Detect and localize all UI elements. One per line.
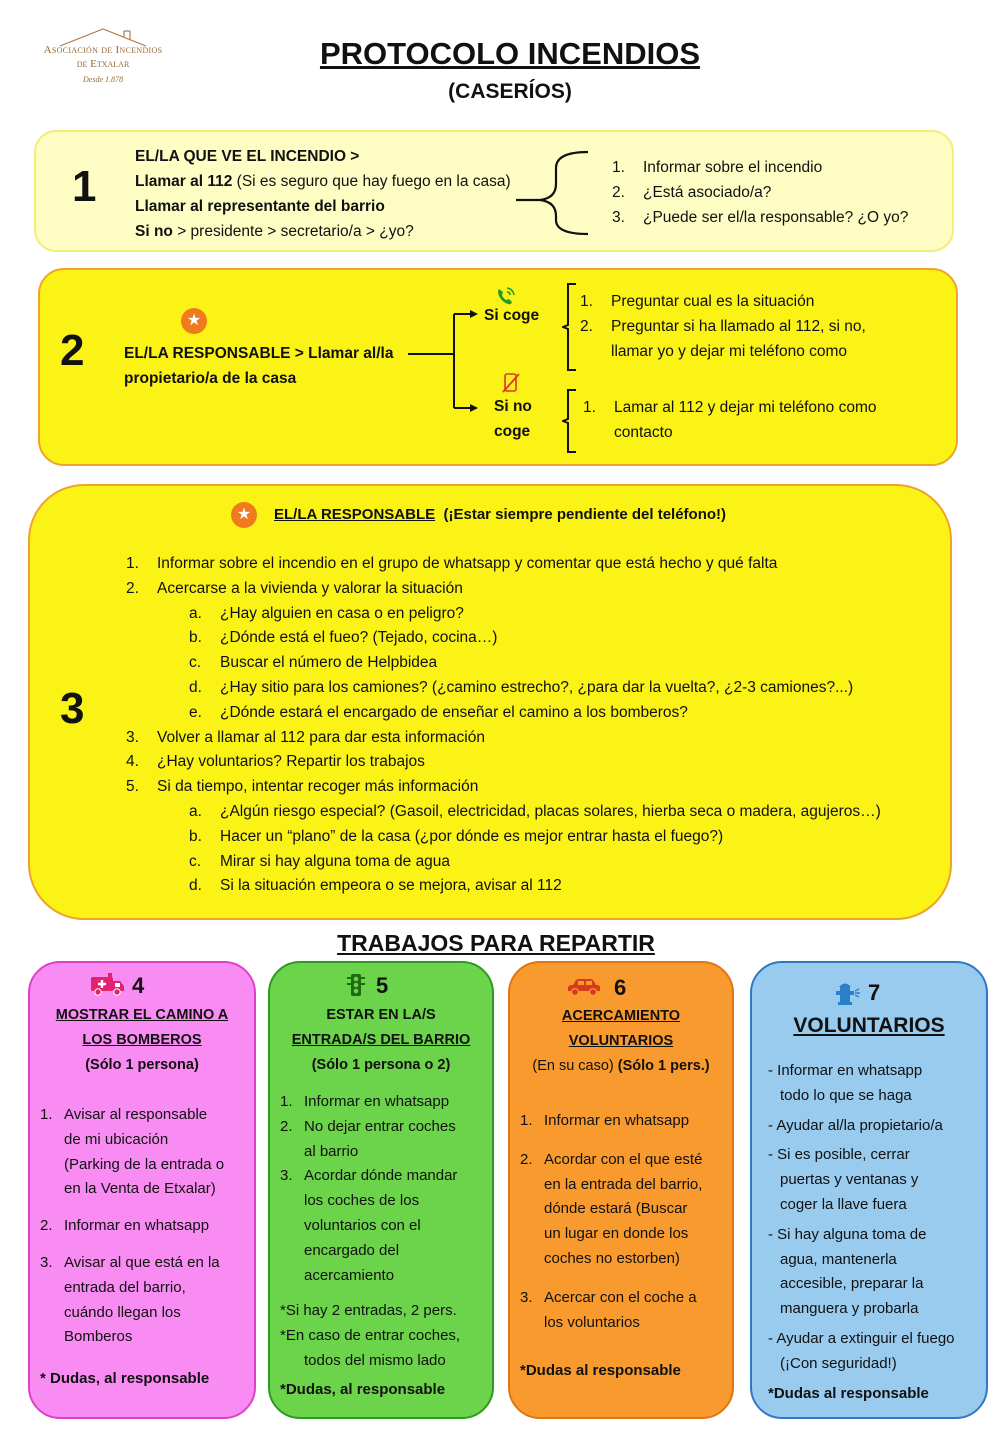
- bracket-icon: [562, 282, 578, 372]
- item-text: cuándo llegan los: [64, 1303, 181, 1321]
- job-card-5: [268, 961, 494, 1419]
- item-text: los coches de los: [304, 1192, 420, 1210]
- branch-yes-label: Si coge: [484, 307, 540, 324]
- item-number: d.: [189, 678, 202, 696]
- curly-brace-icon: [512, 150, 592, 236]
- item-number: c.: [189, 852, 202, 870]
- traffic-light-icon: [344, 973, 368, 997]
- branch-arrows-icon: [408, 300, 478, 418]
- item-text: Buscar el número de Helpbidea: [220, 654, 438, 672]
- item-text: (¡Con seguridad!): [780, 1354, 897, 1372]
- item-text: Mirar si hay alguna toma de agua: [220, 852, 451, 870]
- step-3-box: [28, 484, 952, 920]
- item-number: 3.: [280, 1167, 293, 1185]
- item-text: todo lo que se haga: [780, 1086, 912, 1104]
- job-card-6-heading-2: VOLUNTARIOS: [568, 1033, 674, 1049]
- item-text: Volver a llamar al 112 para dar esta información: [157, 728, 485, 746]
- item-number: 3.: [520, 1288, 533, 1306]
- job-card-5-footer: *Dudas, al responsable: [280, 1381, 446, 1398]
- step-3-heading-title: EL/LA RESPONSABLE: [274, 506, 436, 523]
- job-card-6-heading-3b: (Sólo 1 pers.): [617, 1058, 710, 1074]
- item-text: Preguntar si ha llamado al 112, si no,: [611, 317, 866, 335]
- star-icon: ★: [181, 308, 207, 334]
- item-text: Bomberos: [64, 1328, 133, 1346]
- logo-line-2: de Etxalar: [76, 58, 130, 70]
- step-1-line-1: EL/LA QUE VE EL INCENDIO >: [135, 148, 360, 165]
- item-text: ¿Hay voluntarios? Repartir los trabajos: [157, 753, 425, 771]
- item-text: - Ayudar al/la propietario/a: [768, 1116, 943, 1134]
- item-text: (Parking de la entrada o: [64, 1155, 225, 1173]
- job-card-4-heading-3: (Sólo 1 persona): [85, 1057, 199, 1073]
- item-text: Acercar con el coche a: [544, 1288, 697, 1306]
- step-2-text-line-1: EL/LA RESPONSABLE > Llamar al/la: [124, 345, 394, 362]
- item-text: accesible, preparar la: [780, 1275, 924, 1293]
- item-text: ¿Algún riesgo especial? (Gasoil, electricidad, placas solares, hierba seca o madera, agujeros…): [220, 802, 881, 820]
- item-text: Acordar dónde mandar: [304, 1167, 458, 1185]
- item-text: - Si hay alguna toma de: [768, 1225, 927, 1243]
- item-text: contacto: [614, 423, 673, 441]
- item-text: Informar sobre el incendio en el grupo de whatsapp y comentar que está hecho y qué falta: [157, 555, 778, 572]
- step-3-number: 3: [60, 684, 85, 733]
- item-text: en la entrada del barrio,: [544, 1175, 703, 1193]
- step-1-line-4-bold: Si no: [135, 223, 173, 240]
- step-2-text-line-2: propietario/a de la casa: [124, 370, 297, 387]
- car-icon: [566, 977, 602, 997]
- item-number: 2.: [40, 1217, 53, 1235]
- job-card-4-number: 4: [132, 973, 145, 998]
- item-text: ¿Dónde estará el encargado de enseñar el camino a los bomberos?: [220, 703, 688, 721]
- item-text: Acordar con el que esté: [544, 1150, 703, 1168]
- item-number: 2.: [612, 183, 625, 201]
- item-text: Preguntar cual es la situación: [611, 293, 815, 310]
- item-text: Informar en whatsapp: [64, 1217, 210, 1235]
- job-card-7-footer: *Dudas al responsable: [768, 1385, 929, 1402]
- item-number: 1.: [126, 555, 139, 572]
- job-card-5-note-3: todos del mismo lado: [304, 1352, 446, 1369]
- item-text: un lugar en donde los: [544, 1225, 689, 1243]
- item-number: a.: [189, 802, 202, 820]
- job-card-7: [750, 961, 988, 1419]
- item-text: coches no estorben): [544, 1249, 680, 1267]
- item-number: 2.: [280, 1117, 293, 1135]
- bracket-icon: [562, 388, 578, 454]
- item-text: ¿Dónde está el fueo? (Tejado, cocina…): [220, 629, 498, 647]
- job-card-6-heading-3: [510, 1054, 732, 1079]
- step-1-line-2: [135, 170, 511, 195]
- step-1-line-4-rest: > presidente > secretario/a > ¿yo?: [172, 223, 414, 240]
- logo-line-1: Asociación de Incendios: [43, 44, 163, 56]
- item-number: 3.: [612, 208, 625, 226]
- item-number: d.: [189, 877, 202, 895]
- logo-line-3: Desde 1.878: [83, 75, 123, 84]
- job-card-5-note-1: *Si hay 2 entradas, 2 pers.: [280, 1302, 457, 1319]
- item-text: coger la llave fuera: [780, 1195, 907, 1213]
- item-number: 1.: [520, 1112, 533, 1129]
- step-3-heading-note: (¡Estar siempre pendiente del teléfono!): [443, 506, 727, 523]
- step-1-box: [34, 130, 954, 252]
- job-card-4-heading-1: MOSTRAR EL CAMINO A: [55, 1007, 229, 1023]
- item-text: acercamiento: [304, 1266, 395, 1284]
- job-card-4: [28, 961, 256, 1419]
- step-2-number: 2: [60, 326, 85, 375]
- item-number: 2.: [126, 579, 139, 597]
- job-card-5-heading-2: ENTRADA/S DEL BARRIO: [291, 1032, 471, 1048]
- item-number: b.: [189, 629, 202, 647]
- item-text: Si la situación empeora o se mejora, avisar al 112: [220, 877, 562, 895]
- item-number: 2.: [580, 317, 593, 335]
- item-text: Informar sobre el incendio: [643, 159, 823, 176]
- item-text: puertas y ventanas y: [780, 1171, 919, 1189]
- item-number: 3.: [40, 1253, 53, 1271]
- item-text: entrada del barrio,: [64, 1278, 186, 1296]
- job-card-6-footer: *Dudas al responsable: [520, 1362, 681, 1379]
- item-text: voluntarios con el: [304, 1216, 421, 1234]
- job-card-5-heading-1: ESTAR EN LA/S: [326, 1007, 436, 1023]
- house-roof-icon: [58, 26, 148, 48]
- phone-off-icon: [502, 373, 520, 393]
- item-number: a.: [189, 604, 202, 622]
- item-text: ¿Está asociado/a?: [643, 183, 772, 201]
- item-text: No dejar entrar coches: [304, 1117, 456, 1135]
- step-1-line-4: [135, 220, 414, 245]
- job-card-7-heading: VOLUNTARIOS: [793, 1014, 945, 1037]
- item-text: ¿Hay alguien en casa o en peligro?: [220, 604, 464, 622]
- job-card-5-note-2: *En caso de entrar coches,: [280, 1327, 461, 1344]
- step-2-box: [38, 268, 958, 466]
- item-text: llamar yo y dejar mi teléfono como: [611, 342, 848, 360]
- job-card-5-number: 5: [376, 973, 389, 998]
- job-card-4-footer: * Dudas, al responsable: [40, 1370, 210, 1387]
- step-1-line-3: Llamar al representante del barrio: [135, 198, 385, 215]
- item-text: de mi ubicación: [64, 1130, 169, 1148]
- item-text: en la Venta de Etxalar): [64, 1180, 216, 1198]
- job-card-4-heading-2: LOS BOMBEROS: [82, 1032, 202, 1048]
- item-text: - Informar en whatsapp: [768, 1062, 923, 1079]
- step-1-line-2-bold: Llamar al 112: [135, 173, 233, 190]
- job-card-5-heading-3: (Sólo 1 persona o 2): [311, 1057, 451, 1073]
- item-number: 2.: [520, 1150, 533, 1168]
- branch-no-label-1: Si no: [494, 398, 532, 415]
- step-1-line-2-rest: (Si es seguro que hay fuego en la casa): [232, 173, 511, 190]
- step-3-heading: [274, 503, 726, 528]
- page-subtitle: (CASERÍOS): [448, 80, 572, 103]
- item-text: ¿Puede ser el/la responsable? ¿O yo?: [643, 208, 909, 226]
- item-number: 3.: [126, 728, 139, 746]
- item-text: manguera y probarla: [780, 1300, 919, 1318]
- item-text: encargado del: [304, 1241, 400, 1259]
- item-number: 1.: [612, 159, 625, 176]
- item-number: e.: [189, 703, 202, 721]
- item-text: dónde estará (Buscar: [544, 1200, 688, 1218]
- item-text: Informar en whatsapp: [544, 1112, 690, 1129]
- item-text: agua, mantenerla: [780, 1250, 897, 1268]
- ambulance-icon: [90, 973, 126, 997]
- item-text: Avisar al que está en la: [64, 1253, 220, 1271]
- fire-hydrant-icon: [832, 980, 862, 1006]
- item-text: - Ayudar a extinguir el fuego: [768, 1329, 955, 1347]
- job-card-6: [508, 961, 734, 1419]
- item-text: ¿Hay sitio para los camiones? (¿camino estrecho?, ¿para dar la vuelta?, ¿2-3 camiones?...): [220, 678, 854, 696]
- item-text: Avisar al responsable: [64, 1106, 208, 1123]
- item-text: - Si es posible, cerrar: [768, 1146, 910, 1164]
- item-text: Acercarse a la vivienda y valorar la situación: [157, 579, 463, 597]
- job-card-6-heading-3a: (En su caso): [532, 1058, 618, 1074]
- association-logo: [28, 14, 178, 104]
- branch-no-label-2: coge: [494, 423, 531, 440]
- item-text: al barrio: [304, 1142, 359, 1160]
- job-card-6-number: 6: [614, 975, 627, 1000]
- jobs-title: TRABAJOS PARA REPARTIR: [337, 930, 655, 956]
- item-text: Hacer un “plano” de la casa (¿por dónde es mejor entrar hasta el fuego?): [220, 827, 724, 845]
- item-number: 1.: [583, 399, 596, 416]
- item-number: 4.: [126, 753, 139, 771]
- job-card-6-heading-1: ACERCAMIENTO: [561, 1008, 681, 1024]
- item-number: 1.: [40, 1106, 53, 1123]
- item-number: 5.: [126, 778, 139, 796]
- page-title: PROTOCOLO INCENDIOS: [319, 36, 701, 71]
- item-text: Lamar al 112 y dejar mi teléfono como: [614, 399, 877, 416]
- item-text: Si da tiempo, intentar recoger más información: [157, 778, 479, 796]
- item-number: 1.: [580, 293, 593, 310]
- item-number: b.: [189, 827, 202, 845]
- star-icon: ★: [231, 502, 257, 528]
- step-1-number: 1: [72, 162, 97, 211]
- item-text: los voluntarios: [544, 1313, 640, 1331]
- job-card-7-number: 7: [868, 980, 881, 1005]
- item-text: Informar en whatsapp: [304, 1093, 450, 1110]
- item-number: 1.: [280, 1093, 293, 1110]
- item-number: c.: [189, 654, 202, 672]
